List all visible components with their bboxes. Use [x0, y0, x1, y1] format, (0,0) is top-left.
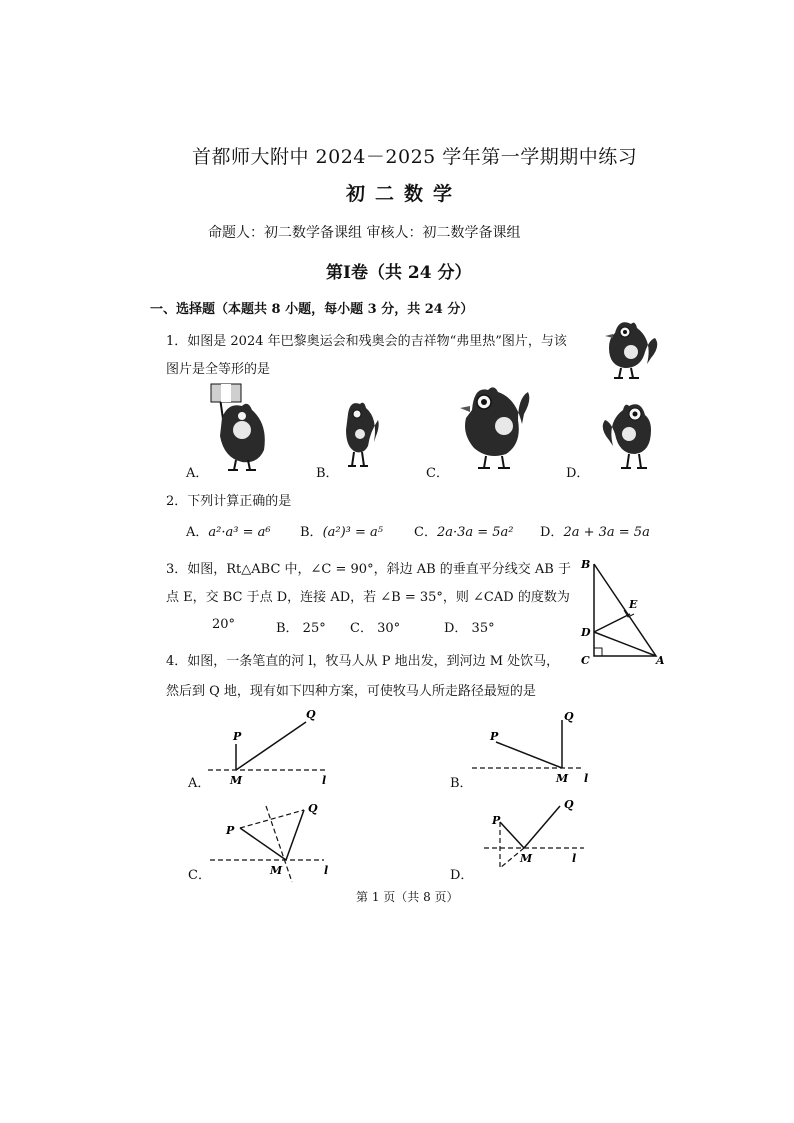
q4-option-d-figure: [480, 796, 600, 884]
q1-option-d-label: D．: [566, 466, 590, 481]
q2-option-a-expr: a²·a³ = a⁶: [208, 525, 271, 540]
q3-point-d-label: D: [581, 626, 591, 639]
q4c-p-label: P: [226, 824, 235, 837]
mascot-option-a-image: [208, 380, 274, 474]
q2-option-c-expr: 2a·3a = 5a²: [436, 525, 514, 540]
q2-option-d-label: D．: [540, 525, 564, 540]
q4-option-d-label: D．: [450, 868, 474, 883]
q4a-m-label: M: [230, 774, 243, 787]
q4a-p-label: P: [233, 730, 242, 743]
q4b-q-label: Q: [564, 710, 574, 723]
q3-option-d: D． 35°: [444, 621, 495, 636]
q4b-m-label: M: [556, 772, 569, 785]
exam-subject: 初二数学: [346, 183, 463, 205]
q4-option-a-figure: [206, 706, 346, 786]
q4-option-a-label: A．: [188, 776, 211, 791]
q3-point-b-label: B: [581, 558, 591, 571]
q4c-l-label: l: [324, 864, 329, 877]
q2-option-a: [186, 521, 271, 540]
q4c-q-label: Q: [308, 802, 318, 815]
mascot-option-c-image: [458, 384, 538, 474]
q3-stem-line2: 点 E，交 BC 于点 D，连接 AD，若 ∠B = 35°，则 ∠CAD 的度数为: [166, 590, 570, 605]
q3-triangle-figure: [578, 556, 698, 668]
q4-option-b-figure: [470, 706, 600, 786]
q4a-l-label: l: [322, 774, 327, 787]
mascot-reference-image: [595, 318, 665, 384]
section-heading: 一、选择题（本题共 8 小题，每小题 3 分，共 24 分）: [150, 302, 474, 317]
q1-option-b-label: B．: [316, 466, 339, 481]
q3-point-c-label: C: [581, 654, 590, 667]
q4-stem-line1: 4．如图，一条笔直的河 l，牧马人从 P 地出发，到河边 M 处饮马，: [166, 654, 560, 669]
q4b-l-label: l: [584, 772, 589, 785]
q4d-q-label: Q: [564, 798, 574, 811]
q2-option-a-label: A．: [186, 525, 209, 540]
q4-option-c-label: C．: [188, 868, 211, 883]
q1-option-c-label: C．: [426, 466, 449, 481]
q2-option-b-label: B．: [300, 525, 323, 540]
page-footer: 第 1 页（共 8 页）: [356, 890, 459, 904]
q4-stem-line2: 然后到 Q 地，现有如下四种方案，可使牧马人所走路径最短的是: [166, 684, 536, 699]
q2-option-d-expr: 2a + 3a = 5a: [563, 525, 650, 540]
q1-stem-line2: 图片是全等形的是: [166, 362, 271, 377]
mascot-option-d-image: [595, 400, 659, 474]
q4-option-b-label: B．: [450, 776, 473, 791]
q3-option-c: C． 30°: [350, 621, 401, 636]
q3-option-a: 20°: [212, 617, 236, 632]
q1-stem-line1: 1．如图是 2024 年巴黎奥运会和残奥会的吉祥物“弗里热”图片，与该: [166, 334, 567, 349]
q1-option-a-label: A．: [186, 466, 209, 481]
q2-option-d: [540, 521, 650, 540]
q4-option-c-figure: [206, 798, 346, 884]
q4a-q-label: Q: [306, 708, 316, 721]
q3-stem-line1: 3．如图，Rt△ABC 中，∠C = 90°，斜边 AB 的垂直平分线交 AB 于: [166, 562, 571, 577]
exam-title: 首都师大附中 2024－2025 学年第一学期期中练习: [192, 146, 638, 168]
mascot-option-b-image: [338, 400, 380, 472]
q4d-m-label: M: [520, 852, 533, 865]
q2-option-b: [300, 521, 383, 540]
q2-option-b-expr: (a²)³ = a⁵: [322, 525, 383, 540]
q4b-p-label: P: [490, 730, 499, 743]
q2-stem: 2．下列计算正确的是: [166, 494, 292, 509]
q4d-p-label: P: [492, 814, 501, 827]
q3-point-a-label: A: [656, 654, 665, 667]
q4d-l-label: l: [572, 852, 577, 865]
q2-option-c: [414, 521, 514, 540]
q3-point-e-label: E: [629, 598, 638, 611]
q4c-m-label: M: [270, 864, 283, 877]
q3-option-b: B． 25°: [276, 621, 326, 636]
part-title: 第Ⅰ卷（共 24 分）: [326, 263, 472, 283]
q2-option-c-label: C．: [414, 525, 437, 540]
exam-authors: 命题人：初二数学备课组 审核人：初二数学备课组: [208, 225, 521, 241]
